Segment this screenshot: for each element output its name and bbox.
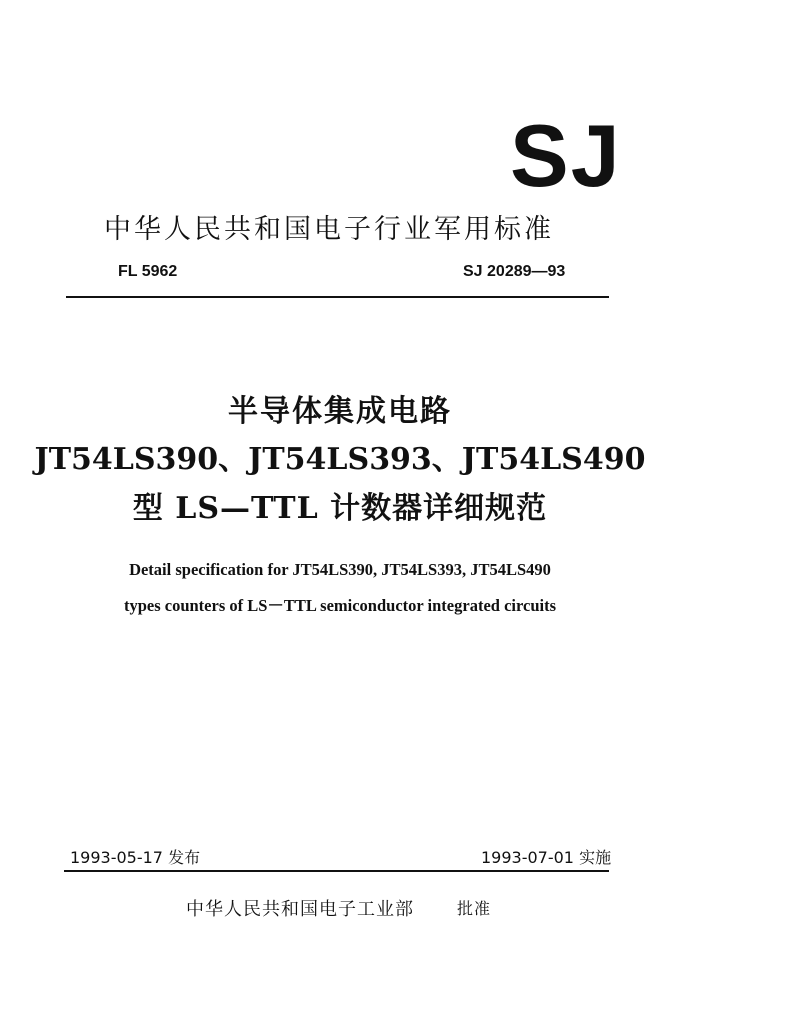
header-divider xyxy=(66,296,609,298)
approval-label: 批准 xyxy=(457,899,492,918)
english-title-line-2: types counters of LS－TTL semiconductor integrated circuits xyxy=(123,596,557,615)
document-title-line-1: 半导体集成电路 xyxy=(228,394,452,429)
issuing-authority: 中华人民共和国电子工业部 xyxy=(186,899,414,920)
issue-date: 1993-05-17 发布 xyxy=(70,848,201,867)
standard-number: SJ 20289—93 xyxy=(463,263,566,280)
effective-date: 1993-07-01 实施 xyxy=(481,848,612,867)
classification-code: FL 5962 xyxy=(118,263,178,280)
standard-logo: SJ xyxy=(510,106,622,205)
document-title-line-2: JT54LS390、JT54LS393、JT54LS490 xyxy=(34,442,646,477)
footer-divider xyxy=(64,870,609,872)
document-title-line-3: 型 LS—TTL 计数器详细规范 xyxy=(132,491,548,526)
english-title-line-1: Detail specification for JT54LS390, JT54LS393, JT54LS490 xyxy=(129,560,551,579)
standard-category-title: 中华人民共和国电子行业军用标准 xyxy=(104,214,554,245)
